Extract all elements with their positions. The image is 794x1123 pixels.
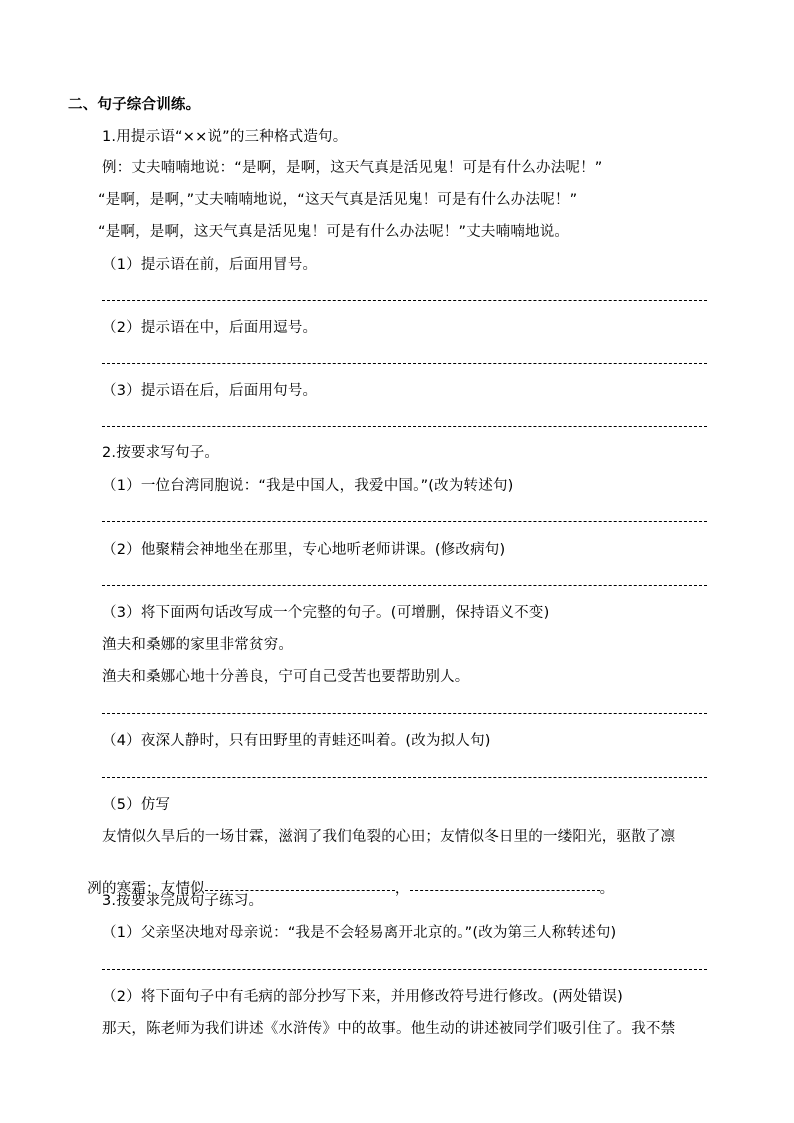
answer-blank-q2-1[interactable] bbox=[102, 521, 707, 522]
q2-sub3-sentence-a: 渔夫和桑娜的家里非常贫穷。 bbox=[102, 637, 294, 653]
q1-example-2: “是啊，是啊，”丈夫喃喃地说，“这天气真是活见鬼！可是有什么办法呢！” bbox=[98, 192, 578, 208]
q1-sub2: （2）提示语在中，后面用逗号。 bbox=[102, 320, 318, 336]
q2-sub5-end: 。 bbox=[599, 881, 615, 897]
q2-sub3: （3）将下面两句话改写成一个完整的句子。(可增删，保持语义不变) bbox=[102, 605, 550, 621]
q1-sub1: （1）提示语在前，后面用冒号。 bbox=[102, 257, 318, 273]
q2-sub5-comma: ， bbox=[394, 881, 410, 897]
q3-sub2-text: 那天，陈老师为我们讲述《水浒传》中的故事。他生动的讲述被同学们吸引住了。我不禁 bbox=[102, 1021, 676, 1037]
q1-example-3: “是啊，是啊，这天气真是活见鬼！可是有什么办法呢！”丈夫喃喃地说。 bbox=[98, 224, 570, 240]
q2-sub1: （1）一位台湾同胞说：“我是中国人，我爱中国。”(改为转述句) bbox=[102, 478, 514, 494]
q3-prompt: 3.按要求完成句子练习。 bbox=[102, 893, 264, 909]
q2-sub5: （5）仿写 bbox=[102, 797, 171, 813]
q3-sub1: （1）父亲坚决地对母亲说：“我是不会轻易离开北京的。”(改为第三人称转述句) bbox=[102, 925, 617, 941]
answer-blank-q1-1[interactable] bbox=[102, 300, 707, 301]
section-title: 二、句子综合训练。 bbox=[68, 97, 201, 113]
answer-blank-q2-3[interactable] bbox=[102, 713, 707, 714]
answer-blank-q2-2[interactable] bbox=[102, 585, 707, 586]
q2-sub4: （4）夜深人静时，只有田野里的青蛙还叫着。(改为拟人句) bbox=[102, 733, 491, 749]
q2-prompt: 2.按要求写句子。 bbox=[102, 445, 220, 461]
answer-blank-q1-2[interactable] bbox=[102, 363, 707, 364]
q1-prompt: 1.用提示语“××说”的三种格式造句。 bbox=[102, 129, 348, 145]
q2-sub5-prefix: 冽的寒霜；友情似 bbox=[87, 881, 205, 897]
q3-sub2: （2）将下面句子中有毛病的部分抄写下来，并用修改符号进行修改。(两处错误) bbox=[102, 989, 623, 1005]
q2-sub2: （2）他聚精会神地坐在那里，专心地听老师讲课。(修改病句) bbox=[102, 542, 506, 558]
answer-blank-q1-3[interactable] bbox=[102, 426, 707, 427]
answer-blank-q2-4[interactable] bbox=[102, 777, 707, 778]
fill-blank-2[interactable] bbox=[410, 890, 600, 891]
q1-example-1: 例：丈夫喃喃地说：“是啊，是啊，这天气真是活见鬼！可是有什么办法呢！” bbox=[102, 160, 603, 176]
answer-blank-q3-1[interactable] bbox=[102, 969, 707, 970]
q2-sub3-sentence-b: 渔夫和桑娜心地十分善良，宁可自己受苦也要帮助别人。 bbox=[102, 669, 470, 685]
q1-sub3: （3）提示语在后，后面用句号。 bbox=[102, 383, 318, 399]
q2-sub5-text-line1: 友情似久旱后的一场甘霖，滋润了我们龟裂的心田；友情似冬日里的一缕阳光，驱散了凛 bbox=[102, 829, 676, 845]
